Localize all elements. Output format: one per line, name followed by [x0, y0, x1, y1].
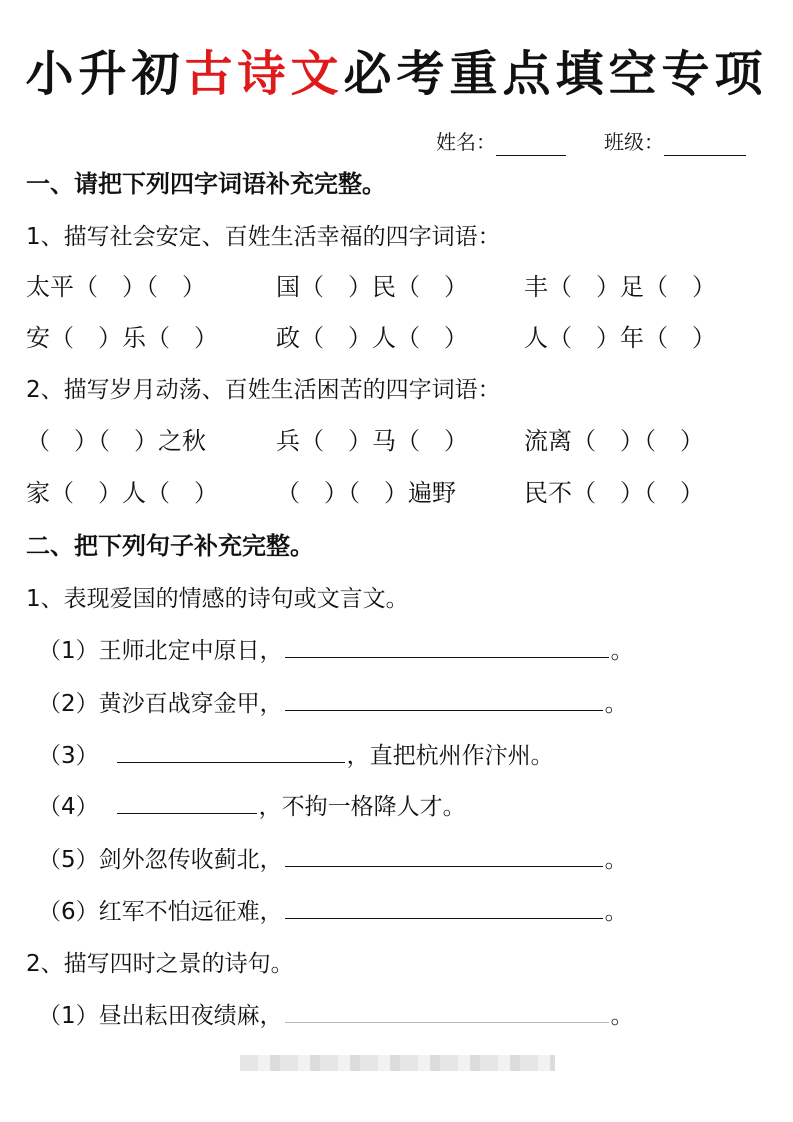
name-blank[interactable] — [496, 133, 566, 156]
answer-blank[interactable] — [285, 896, 603, 919]
poem-line-after: 。 — [610, 1003, 634, 1029]
word-blank-item[interactable]: 民不（ ）（ ） — [524, 479, 704, 507]
answer-blank[interactable] — [285, 844, 603, 867]
word-blank-item[interactable]: 太平（ ）（ ） — [26, 273, 206, 301]
section-1-question-1: 1、描写社会安定、百姓生活幸福的四字词语： — [26, 224, 501, 250]
word-blank-item[interactable]: （ ）（ ）遍野 — [276, 479, 456, 507]
title-part-2-highlight: 古诗文 — [184, 46, 344, 102]
poem-fill-item — [38, 843, 628, 877]
word-blank-item[interactable]: 安（ ）乐（ ） — [26, 324, 218, 352]
answer-blank[interactable] — [285, 635, 609, 658]
item-number: （4） — [38, 794, 99, 820]
poem-fill-item — [38, 790, 466, 824]
answer-blank[interactable] — [285, 688, 603, 711]
page-title — [0, 42, 793, 106]
title-part-3: 必考重点填空专项 — [343, 46, 768, 102]
name-label: 姓名： — [436, 130, 496, 154]
section-1-heading: 一、请把下列四字词语补充完整。 — [26, 170, 386, 198]
poem-line-after: ，不拘一格降人才。 — [258, 794, 466, 820]
answer-blank[interactable] — [117, 740, 345, 763]
class-field — [604, 128, 746, 156]
item-number: （2） — [38, 691, 99, 717]
class-label: 班级： — [604, 130, 664, 154]
blurred-footer — [240, 1055, 555, 1071]
title-part-1: 小升初 — [25, 46, 185, 102]
item-number: （3） — [38, 743, 99, 769]
poem-line-before: 王师北定中原日， — [98, 638, 283, 664]
item-number: （1） — [38, 1003, 99, 1029]
poem-line-after: 。 — [610, 638, 634, 664]
poem-line-after: 。 — [604, 847, 628, 873]
answer-blank[interactable] — [117, 791, 257, 814]
answer-blank[interactable] — [285, 1000, 609, 1023]
word-blank-item[interactable]: 家（ ）人（ ） — [26, 479, 218, 507]
item-number: （1） — [38, 638, 99, 664]
name-field — [436, 128, 566, 156]
poem-line-after: 。 — [604, 899, 628, 925]
item-number: （5） — [38, 847, 99, 873]
word-row — [0, 321, 793, 355]
section-2-question-1: 1、表现爱国的情感的诗句或文言文。 — [26, 586, 409, 612]
poem-line-before: 黄沙百战穿金甲， — [98, 691, 283, 717]
poem-fill-item — [38, 739, 554, 773]
word-blank-item[interactable]: 人（ ）年（ ） — [524, 324, 716, 352]
poem-fill-item — [38, 687, 628, 721]
word-blank-item[interactable]: 政（ ）人（ ） — [276, 324, 468, 352]
word-blank-item[interactable]: 丰（ ）足（ ） — [524, 273, 716, 301]
poem-fill-item — [38, 634, 634, 668]
poem-line-before: 昼出耘田夜绩麻， — [98, 1003, 283, 1029]
poem-fill-item — [38, 895, 628, 929]
poem-fill-item — [38, 999, 634, 1033]
item-number: （6） — [38, 899, 99, 925]
word-row — [0, 270, 793, 304]
word-blank-item[interactable]: 兵（ ）马（ ） — [276, 427, 468, 455]
word-row — [0, 476, 793, 510]
section-2-heading: 二、把下列句子补充完整。 — [26, 532, 314, 560]
word-blank-item[interactable]: 国（ ）民（ ） — [276, 273, 468, 301]
poem-line-after: ，直把杭州作汴州。 — [346, 743, 554, 769]
word-blank-item[interactable]: （ ）（ ）之秋 — [26, 427, 206, 455]
word-row — [0, 424, 793, 458]
poem-line-before: 红军不怕远征难， — [98, 899, 283, 925]
section-2-question-2: 2、描写四时之景的诗句。 — [26, 951, 294, 977]
word-blank-item[interactable]: 流离（ ）（ ） — [524, 427, 704, 455]
poem-line-after: 。 — [604, 691, 628, 717]
class-blank[interactable] — [664, 133, 746, 156]
section-1-question-2: 2、描写岁月动荡、百姓生活困苦的四字词语： — [26, 377, 501, 403]
poem-line-before: 剑外忽传收蓟北， — [98, 847, 283, 873]
